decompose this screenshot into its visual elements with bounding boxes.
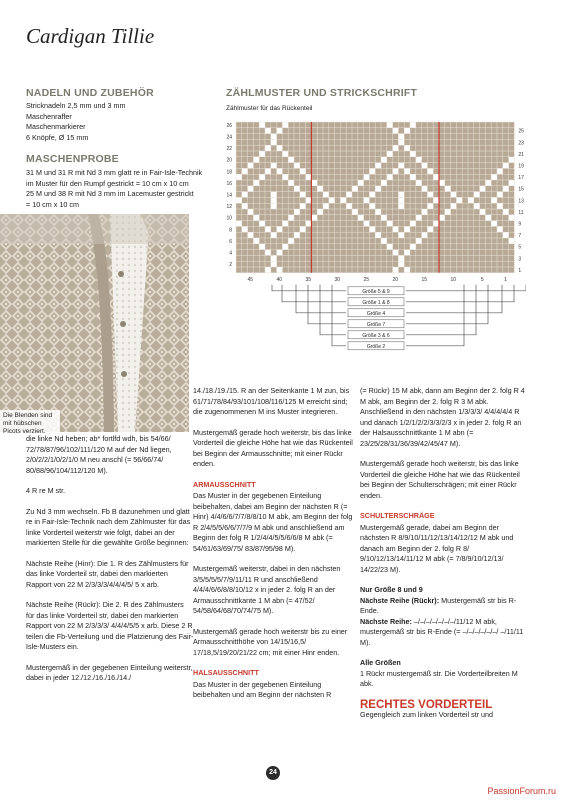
chart-heading: ZÄHLMUSTER UND STRICKSCHRIFT	[226, 87, 418, 99]
light-stitch	[265, 168, 271, 174]
light-stitch	[259, 244, 265, 250]
light-stitch	[410, 151, 416, 157]
light-stitch	[422, 232, 428, 238]
light-stitch	[288, 215, 294, 221]
light-stitch	[271, 232, 277, 238]
light-stitch	[404, 128, 410, 134]
cardigan-photo	[0, 214, 189, 432]
light-stitch	[381, 238, 387, 244]
text-column-2	[193, 386, 353, 711]
light-stitch	[410, 221, 416, 227]
light-stitch	[445, 209, 451, 215]
light-stitch	[248, 232, 254, 238]
light-stitch	[311, 180, 317, 186]
light-stitch	[381, 157, 387, 163]
gauge-line: 25 M und 38 R mit Nd 3 mm im Lacemuster gestrickt	[26, 189, 194, 199]
light-stitch	[404, 168, 410, 174]
light-stitch	[236, 221, 242, 227]
light-stitch	[509, 215, 515, 221]
paragraph: Das Muster in der gegebenen Einteilung beibehalten, dabei am Beginn der nächsten R (= Hinr) 4/4/6/6/7/7/8/8/10 M abk, am Beginn der folg R 2/4/5/5/6/6/7/7/9 M abk und anschließend am Beginn der folg R 1/2/4/4/5/5/6/6/8 M abk (= 54/61/63/69/75/ 83/87/95/98 M).	[193, 491, 353, 553]
light-stitch	[364, 174, 370, 180]
instruction: Nächste Reihe (Rückr): Mustergemäß str bis R-Ende.	[360, 595, 517, 615]
row-label-right: 17	[518, 175, 524, 182]
gauge-heading: MASCHENPROBE	[26, 153, 119, 165]
knitting-chart	[220, 116, 526, 356]
light-stitch	[404, 145, 410, 151]
light-stitch	[242, 168, 248, 174]
light-stitch	[369, 168, 375, 174]
light-stitch	[393, 168, 399, 174]
light-stitch	[393, 128, 399, 134]
light-stitch	[259, 221, 265, 227]
gauge-text	[26, 168, 202, 210]
light-stitch	[503, 163, 509, 169]
light-stitch	[271, 139, 277, 145]
paragraph: Mustergemäß in der gegebenen Einteilung weiterstr, dabei in jeder 12./12./16./16./14./	[26, 662, 193, 682]
light-stitch	[323, 203, 329, 209]
light-stitch	[427, 192, 433, 198]
light-stitch	[288, 157, 294, 163]
light-stitch	[503, 186, 509, 192]
light-stitch	[277, 145, 283, 151]
light-stitch	[282, 122, 288, 128]
row-label-left: 10	[226, 215, 232, 222]
light-stitch	[277, 168, 283, 174]
light-stitch	[340, 197, 346, 203]
row-label-left: 2	[229, 262, 232, 269]
light-stitch	[480, 209, 486, 215]
size-bracket-line	[296, 285, 346, 313]
right-front-heading: RECHTES VORDERTEIL	[360, 698, 493, 711]
light-stitch	[427, 168, 433, 174]
paragraph: Mustergemäß gerade hoch weiterstr, bis das linke Vorderteil die gleiche Höhe hat wie das Rückenteil bei Beginn der Schulterschrägen; mit einer Rückr enden.	[360, 459, 520, 500]
light-stitch	[491, 174, 497, 180]
light-stitch	[259, 174, 265, 180]
light-stitch	[253, 157, 259, 163]
light-stitch	[242, 226, 248, 232]
watermark: PassionForum.ru	[487, 786, 556, 796]
row-label-right: 11	[518, 209, 524, 216]
paragraph: (= Rückr) 15 M abk, dann am Beginn der 2. folg R 4 M abk, am Beginn der 2. folg R 3 M abk. Anschließend in den nächsten 1/3/3/3/ 4/4/4/4/4 R und danach 1/2/1/2/2/3/3/2/3 x in jeder 2. folg R an der Halsausschnittkante 1 M abn (= 23/25/28/31/36/39/42/45/47 M).	[360, 386, 525, 448]
light-stitch	[317, 209, 323, 215]
light-stitch	[358, 215, 364, 221]
light-stitch	[393, 267, 399, 273]
light-stitch	[271, 134, 277, 140]
paragraph: die linke Nd heben; ab* fortlfd wdh, bis 54/66/ 72/78/87/96/102/111/120 M auf der Nd liegen, 2/0/2/2/1/0/2/1/0 M neu anschl (= 56/66/74/ 80/88/96/104/112/120 M).	[26, 434, 172, 475]
row-label-right: 5	[518, 244, 522, 251]
size-bracket-line	[282, 285, 346, 302]
light-stitch	[485, 180, 491, 186]
light-stitch	[398, 261, 404, 267]
size-bracket-line	[320, 285, 346, 335]
light-stitch	[277, 128, 283, 134]
paragraph: 14./18./19./15. R an der Seitenkante 1 M zun, bis 61/71/78/84/93/101/108/116/125 M erreicht sind; die zugenommenen M ins Muster integrieren.	[193, 386, 350, 416]
paragraph: 1 Rückr mustergemäß str. Die Vorderteilbreiten M abk.	[360, 668, 518, 688]
light-stitch	[375, 232, 381, 238]
light-stitch	[358, 180, 364, 186]
light-stitch	[294, 209, 300, 215]
row-label-left: 22	[226, 146, 232, 153]
light-stitch	[491, 221, 497, 227]
light-stitch	[375, 186, 381, 192]
light-stitch	[265, 128, 271, 134]
needles-heading: NADELN UND ZUBEHÖR	[26, 87, 154, 99]
size-label: Größe 1 & 8	[362, 299, 390, 306]
col-label: 20	[392, 276, 399, 283]
light-stitch	[300, 168, 306, 174]
light-stitch	[451, 192, 457, 198]
row-label-right: 13	[518, 198, 524, 205]
light-stitch	[352, 209, 358, 215]
light-stitch	[410, 174, 416, 180]
light-stitch	[253, 180, 259, 186]
light-stitch	[346, 203, 352, 209]
light-stitch	[433, 174, 439, 180]
col-label: 25	[363, 276, 370, 283]
col-label: 15	[421, 276, 428, 283]
col-label: 45	[247, 276, 254, 283]
light-stitch	[404, 250, 410, 256]
light-stitch	[398, 255, 404, 261]
light-stitch	[282, 151, 288, 157]
light-stitch	[329, 197, 335, 203]
needles-line: Stricknadeln 2,5 mm und 3 mm	[26, 101, 126, 110]
row-label-left: 6	[229, 238, 232, 245]
light-stitch	[265, 226, 271, 232]
light-stitch	[416, 180, 422, 186]
row-label-right: 21	[518, 151, 524, 158]
light-stitch	[427, 226, 433, 232]
light-stitch	[387, 151, 393, 157]
row-label-right: 23	[518, 140, 524, 147]
paragraph: Gegengleich zum linken Vorderteil str und	[360, 710, 494, 719]
paragraph: Nächste Reihe (Hinr): Die 1. R des Zählmusters für das linke Vorderteil str, dabei den markierten Rapport von 22 M 2/3/3/3/4/4/4/5/ 5 x arb.	[26, 558, 189, 589]
row-label-left: 16	[226, 180, 232, 187]
light-stitch	[387, 122, 393, 128]
light-stitch	[398, 232, 404, 238]
row-label-right: 9	[518, 221, 522, 228]
row-label-right: 25	[518, 128, 524, 135]
light-stitch	[265, 145, 271, 151]
light-stitch	[369, 203, 375, 209]
light-stitch	[398, 197, 404, 203]
light-stitch	[306, 197, 312, 203]
size-bracket-line	[406, 285, 464, 346]
light-stitch	[277, 267, 283, 273]
page-title: Cardigan Tillie	[26, 24, 155, 48]
light-stitch	[253, 238, 259, 244]
light-stitch	[387, 174, 393, 180]
shoulder-heading: SCHULTERSCHRÄGE	[360, 511, 435, 520]
row-label-right: 3	[518, 256, 522, 263]
row-label-left: 12	[226, 204, 232, 211]
size-brackets	[272, 285, 526, 350]
light-stitch	[503, 209, 509, 215]
light-stitch	[259, 151, 265, 157]
light-stitch	[456, 197, 462, 203]
light-stitch	[398, 163, 404, 169]
light-stitch	[509, 238, 515, 244]
light-stitch	[439, 180, 445, 186]
light-stitch	[416, 215, 422, 221]
light-stitch	[381, 180, 387, 186]
size-bracket-line	[332, 285, 346, 346]
light-stitch	[271, 203, 277, 209]
col-label: 30	[334, 276, 341, 283]
light-stitch	[300, 203, 306, 209]
light-stitch	[387, 244, 393, 250]
text-column-1	[26, 434, 194, 694]
needles-list	[26, 101, 125, 143]
row-label-left: 24	[226, 134, 232, 141]
light-stitch	[468, 197, 474, 203]
photo-caption: Die Blenden sind mit hübschen Picots verziert.	[0, 410, 60, 438]
row-label-left: 20	[226, 157, 232, 164]
light-stitch	[352, 186, 358, 192]
light-stitch	[387, 221, 393, 227]
light-stitch	[248, 209, 254, 215]
light-stitch	[398, 192, 404, 198]
light-stitch	[398, 134, 404, 140]
chart-grid	[236, 122, 514, 273]
light-stitch	[271, 261, 277, 267]
gauge-line: im Muster für den Rumpf gestrickt = 10 cm x 10 cm	[26, 178, 189, 188]
armhole-heading: ARMAUSSCHNITT	[193, 479, 256, 489]
light-stitch	[422, 186, 428, 192]
light-stitch	[503, 232, 509, 238]
size-bracket-line	[272, 285, 346, 291]
light-stitch	[277, 226, 283, 232]
paragraph: Mustergemäß gerade hoch weiterstr bis zu einer Armausschnitthöhe von 14/15/16,5/ 17/18,5/19/20/21/22 cm; mit einer Hinr enden.	[193, 626, 348, 657]
sizes-8-9-heading: Nur Größe 8 und 9	[360, 585, 423, 594]
light-stitch	[410, 122, 416, 128]
light-stitch	[300, 226, 306, 232]
light-stitch	[451, 203, 457, 209]
light-stitch	[294, 232, 300, 238]
light-stitch	[282, 244, 288, 250]
light-stitch	[317, 186, 323, 192]
page-number: 24	[266, 766, 280, 780]
light-stitch	[271, 197, 277, 203]
light-stitch	[369, 226, 375, 232]
light-stitch	[242, 192, 248, 198]
light-stitch	[474, 192, 480, 198]
light-stitch	[294, 163, 300, 169]
col-label: 40	[276, 276, 283, 283]
row-label-left: 8	[229, 227, 232, 234]
size-bracket-line	[406, 285, 526, 291]
light-stitch	[398, 203, 404, 209]
chart-subtitle: Zählmuster für das Rückenteil	[226, 105, 313, 112]
light-stitch	[393, 250, 399, 256]
light-stitch	[288, 238, 294, 244]
light-stitch	[311, 215, 317, 221]
text-column-3	[360, 386, 530, 731]
light-stitch	[491, 197, 497, 203]
needles-line: Maschenraffer	[26, 111, 72, 121]
light-stitch	[416, 157, 422, 163]
light-stitch	[236, 197, 242, 203]
light-stitch	[364, 197, 370, 203]
light-stitch	[323, 192, 329, 198]
light-stitch	[236, 174, 242, 180]
gauge-line: = 10 cm x 10 cm	[26, 199, 79, 209]
size-label: Größe 3 & 6	[362, 332, 390, 339]
light-stitch	[439, 215, 445, 221]
all-sizes-heading: Alle Größen	[360, 658, 401, 667]
neck-heading: HALSAUSSCHNITT	[193, 668, 259, 677]
light-stitch	[497, 203, 503, 209]
col-label: 1	[504, 276, 507, 283]
col-label: 5	[480, 276, 484, 283]
light-stitch	[416, 238, 422, 244]
needles-line: Maschenmarkierer	[26, 122, 86, 132]
row-label-right: 19	[518, 163, 524, 170]
light-stitch	[306, 221, 312, 227]
size-bracket-line	[406, 285, 514, 302]
paragraph: Mustergemäß gerade hoch weiterstr, bis das linke Vorderteil die gleiche Höhe hat wie das Rückenteil bei Beginn der Armausschnitte; mit einer Rückr enden.	[193, 427, 353, 468]
light-stitch	[306, 174, 312, 180]
light-stitch	[509, 157, 515, 163]
light-stitch	[253, 215, 259, 221]
paragraph: Mustergemäß gerade, dabei am Beginn der nächsten R 8/9/10/11/12/13/14/12/12 M abk und danach am Beginn der 2. folg R 8/ 9/10/12/13/14/11/12 M abk (= 7/8/9/10/12/13/ 14/22/23 M).	[360, 522, 514, 574]
light-stitch	[433, 197, 439, 203]
size-bracket-line	[406, 285, 502, 313]
paragraph: Nächste Reihe (Rückr): Die 2. R des Zählmusters für das linke Vorderteil str, dabei den markierten Rapport von 22 M 2/3/3/3/ 4/4/4/5/5 x arb. Diese 2 R teilen die Fb-Verteilung und die Platzierung des Fair-Isle-Musters ein.	[26, 600, 194, 651]
light-stitch	[248, 163, 254, 169]
light-stitch	[248, 186, 254, 192]
size-label: Größe 7	[366, 321, 386, 328]
light-stitch	[282, 174, 288, 180]
paragraph: Das Muster in der gegebenen Einteilung beibehalten und am Beginn der nächsten R	[193, 679, 332, 699]
row-label-left: 14	[226, 192, 232, 199]
light-stitch	[410, 244, 416, 250]
light-stitch	[497, 192, 503, 198]
light-stitch	[422, 163, 428, 169]
paragraph: Mustergemäß weiterstr, dabei in den nächsten 3/5/5/5/5/7/9/11/11 R und anschließend 4/4/4/6/6/8/8/10/12 x in jeder 2. folg R an der Armausschnittkante 1 M abn (= 47/52/ 54/58/64/68/70/74/75 M).	[193, 564, 341, 615]
light-stitch	[404, 267, 410, 273]
light-stitch	[398, 139, 404, 145]
paragraph: Zu Nd 3 mm wechseln. Fb B dazunehmen und glatt re in Fair-Isle-Technik nach dem Zählmuster für das linke Vorderteil weiterstr wie folgt, dabei an der markierten Stelle für die gewählte Größe beginnen:	[26, 506, 191, 547]
row-label-right: 15	[518, 186, 524, 193]
light-stitch	[497, 226, 503, 232]
light-stitch	[282, 221, 288, 227]
light-stitch	[259, 122, 265, 128]
light-stitch	[422, 209, 428, 215]
size-label: Größe 2	[366, 343, 386, 350]
instruction: Nächste Reihe: –/–/–/–/–/–/–/11/12 M abk, mustergemäß str bis R-Ende (= –/–/–/–/–/–/ –/11/11 M).	[360, 616, 524, 647]
light-stitch	[277, 250, 283, 256]
light-stitch	[265, 267, 271, 273]
light-stitch	[485, 215, 491, 221]
light-stitch	[346, 192, 352, 198]
light-stitch	[375, 163, 381, 169]
size-bracket-line	[406, 285, 476, 335]
light-stitch	[474, 203, 480, 209]
needles-line: 6 Knöpfe, Ø 15 mm	[26, 132, 89, 142]
light-stitch	[300, 192, 306, 198]
light-stitch	[497, 168, 503, 174]
col-label: 35	[305, 276, 312, 283]
light-stitch	[288, 180, 294, 186]
row-label-left: 26	[226, 122, 232, 129]
light-stitch	[265, 250, 271, 256]
light-stitch	[393, 145, 399, 151]
light-stitch	[433, 221, 439, 227]
light-stitch	[375, 209, 381, 215]
col-label: 10	[450, 276, 457, 283]
row-label-left: 18	[226, 169, 232, 176]
light-stitch	[364, 221, 370, 227]
light-stitch	[271, 163, 277, 169]
row-label-right: 1	[518, 267, 522, 274]
light-stitch	[404, 226, 410, 232]
light-stitch	[427, 203, 433, 209]
light-stitch	[294, 186, 300, 192]
light-stitch	[242, 203, 248, 209]
row-label-left: 4	[229, 250, 232, 257]
light-stitch	[271, 192, 277, 198]
row-label-right: 7	[518, 233, 522, 240]
light-stitch	[445, 186, 451, 192]
light-stitch	[393, 226, 399, 232]
size-label: Größe 5 & 9	[362, 288, 390, 295]
paragraph: 4 R re M str.	[26, 486, 66, 495]
gauge-line: 31 M und 31 R mit Nd 3 mm glatt re in Fair-Isle-Technik	[26, 168, 203, 177]
light-stitch	[369, 192, 375, 198]
size-label: Größe 4	[366, 310, 386, 317]
light-stitch	[509, 180, 515, 186]
light-stitch	[480, 186, 486, 192]
light-stitch	[271, 255, 277, 261]
light-stitch	[381, 215, 387, 221]
